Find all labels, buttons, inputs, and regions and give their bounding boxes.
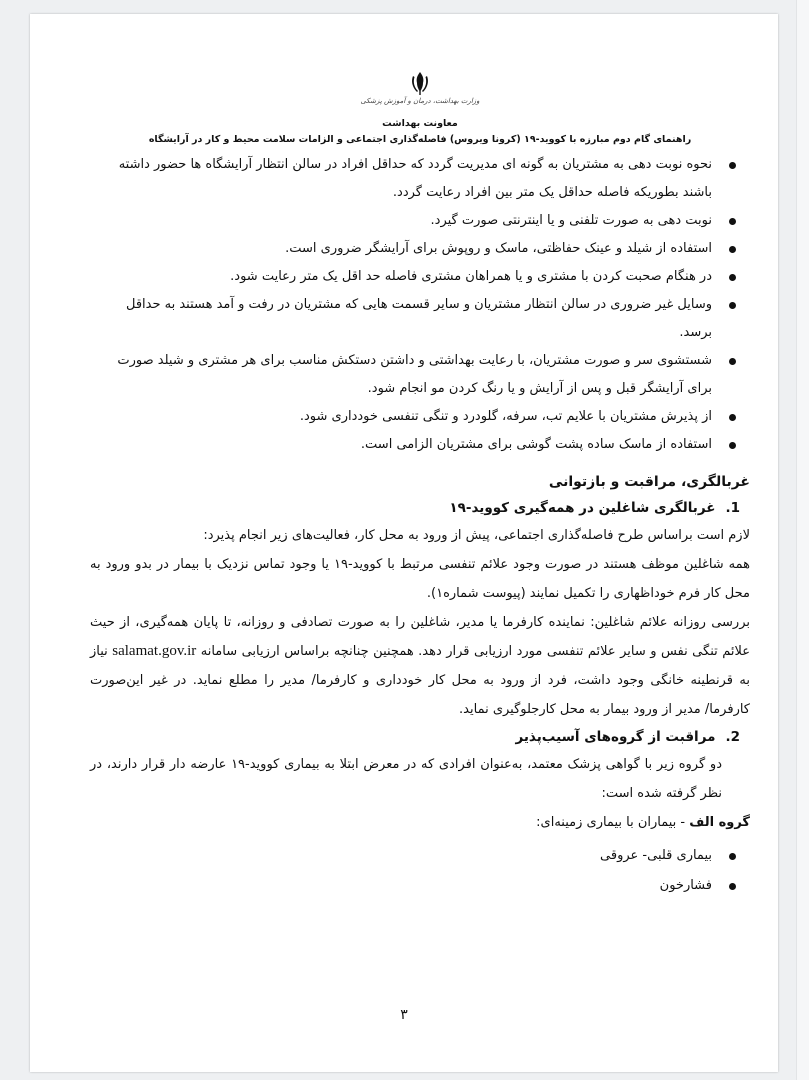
paragraph-intro: لازم است براساس طرح فاصله‌گذاری اجتماعی، پیش از ورود به محل کار، فعالیت‌های زیر انجام پذیرد: <box>203 528 750 543</box>
section-heading: غربالگری، مراقبت و بازتوانی <box>548 474 750 490</box>
group-a-text: - بیماران با بیماری زمینه‌ای: <box>536 815 690 830</box>
list-item: نحوه نوبت دهی به مشتریان به گونه ای مدیریت گردد که حداقل افراد در سالن انتظار آرایشگاه ها حضور داشته باشند بطوریکه فاصله حداقل یک متر بین افراد رعایت گردد. <box>90 151 750 207</box>
ministry-name: وزارت بهداشت، درمان و آموزش پزشکی <box>360 97 480 105</box>
list-item: در هنگام صحبت کردن با مشتری و یا همراهان مشتری فاصله حد اقل یک متر رعایت شود. <box>90 263 750 291</box>
list-item: از پذیرش مشتریان با علایم تب، سرفه، گلودرد و تنگی تنفسی خودداری شود. <box>90 403 750 431</box>
subsection-number: 2. <box>725 729 740 745</box>
page-number: ۳ <box>400 1007 408 1023</box>
paragraph-daily-check <box>90 608 750 724</box>
list-item: بیماری قلبی- عروقی <box>90 841 750 871</box>
document-header <box>90 70 750 145</box>
subsection-title: مراقبت از گروه‌های آسیب‌پذیر <box>515 729 716 745</box>
list-item: شستشوی سر و صورت مشتریان، با رعایت بهداشتی و داشتن دستکش مناسب برای هر مشتری و شیلد صورت برای آرایشگر قبل و پس از آرایش و یا رنگ کردن مو انجام شود. <box>90 347 750 403</box>
guide-title: راهنمای گام دوم مبارزه با کووید-۱۹ (کرونا ویروس) فاصله‌گذاری اجتماعی و الزامات سلامت محیط و کار در آرایشگاه <box>148 134 692 145</box>
document-page <box>30 14 778 1072</box>
list-item: نوبت دهی به صورت تلفنی و یا اینترنتی صورت گیرد. <box>90 207 750 235</box>
paragraph-text: بررسی روزانه علائم شاغلین: نماینده کارفرما یا مدیر، شاغلین را به صورت تصادفی و روزانه، تا پایان همه‌گیری، از حیث علائم تنگی نفس و سایر علائم تنفسی مورد ارزیابی قرار دهد. همچنین چنانچه براساس ارزیابی سامانه <box>90 615 750 659</box>
paragraph-text: نیاز به قرنطینه خانگی وجود داشت، فرد از ورود به محل کار خودداری و کارفرما/ مدیر را مطلع نماید. در غیر این‌صورت کارفرما/ مدیر از ورود بیمار به محل کارجلوگیری نماید. <box>90 644 750 717</box>
subsection-heading-screening <box>90 495 750 521</box>
list-item: استفاده از ماسک ساده پشت گوشی برای مشتریان الزامی است. <box>90 431 750 459</box>
requirements-list <box>90 151 750 459</box>
salamat-link[interactable]: salamat.gov.ir <box>112 643 197 659</box>
paragraph-self-declaration: همه شاغلین موظف هستند در صورت وجود علائم تنفسی مرتبط با کووید-۱۹ یا وجود تماس نزدیک با بیمار در بدو ورود به محل کار فرم خوداظهاری را تکمیل نمایند (پیوست شماره۱). <box>90 557 751 601</box>
group-a-line <box>90 808 750 837</box>
subsection-number: 1. <box>725 500 740 516</box>
viewer-scrollbar-track[interactable] <box>796 0 809 1080</box>
document-body <box>90 70 750 901</box>
group-a-list <box>90 841 750 901</box>
list-item: استفاده از شیلد و عینک حفاظتی، ماسک و روپوش برای آرایشگر ضروری است. <box>90 235 750 263</box>
group-a-label: گروه الف <box>689 815 750 830</box>
list-item: وسایل غیر ضروری در سالن انتظار مشتریان و سایر قسمت هایی که مشتریان در رفت و آمد هستند به حداقل برسد. <box>90 291 750 347</box>
deputy-title: معاونت بهداشت <box>382 118 458 129</box>
subsection-heading-vulnerable <box>90 724 750 750</box>
iran-emblem-icon <box>407 70 433 96</box>
list-item: فشارخون <box>90 871 750 901</box>
paragraph-vulnerable-groups: دو گروه زیر با گواهی پزشک معتمد، به‌عنوان افرادی که در معرض ابتلا به بیماری کووید-۱۹ عارضه دار قرار دارند، در نظر گرفته شده است: <box>90 757 722 801</box>
subsection-title: غربالگری شاغلین در همه‌گیری کووید-۱۹ <box>449 500 716 516</box>
